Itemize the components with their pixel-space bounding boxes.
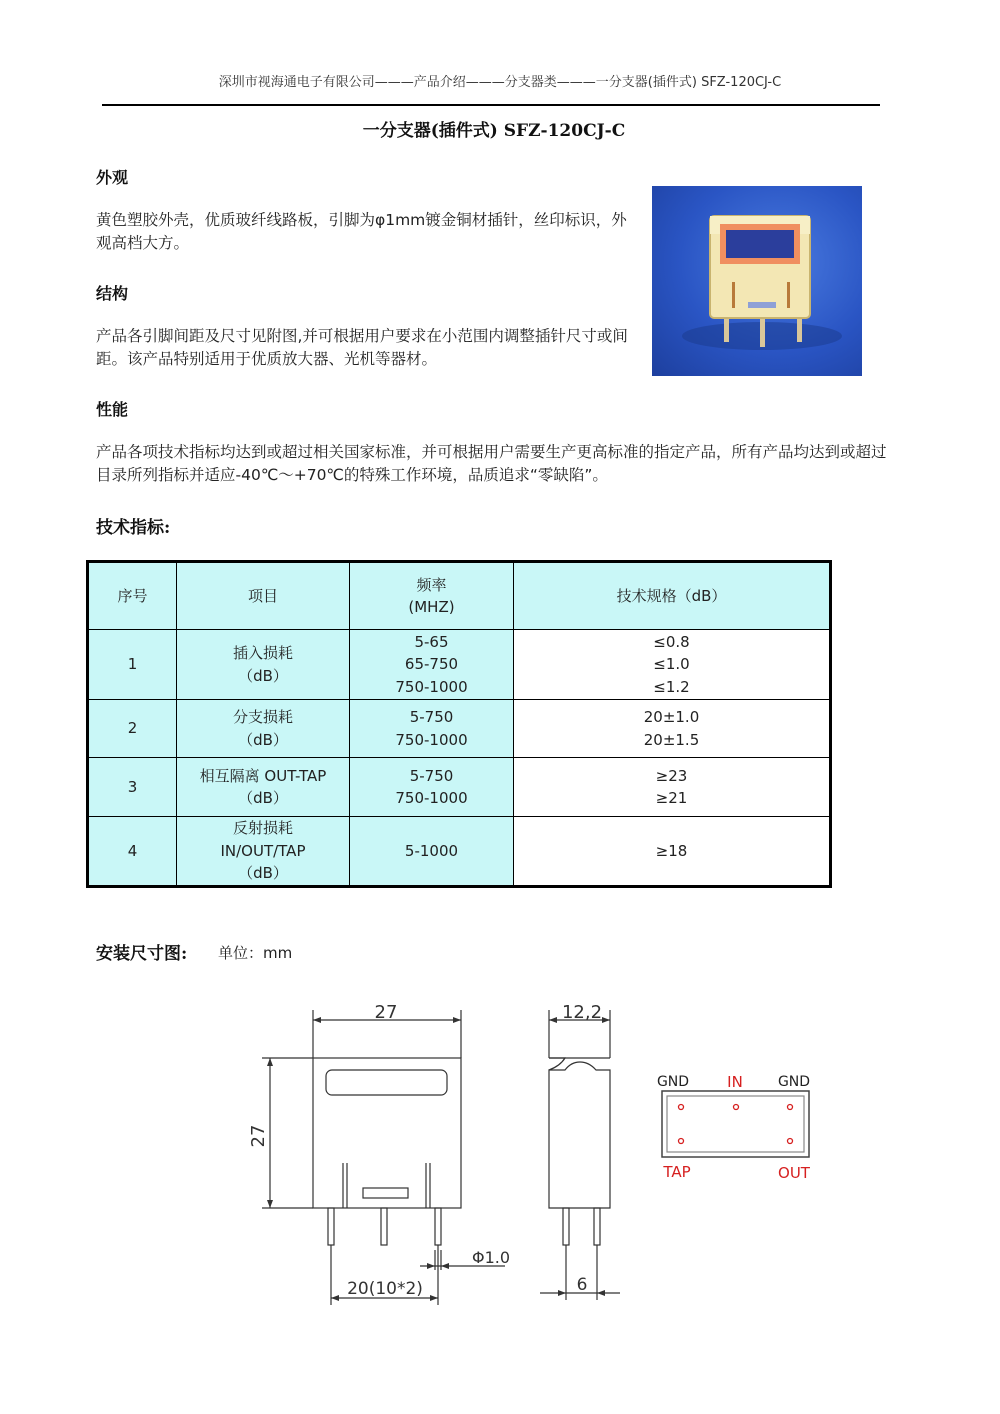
pin-hole-out — [788, 1139, 793, 1144]
product-photo — [652, 186, 862, 376]
pin-label-in: IN — [727, 1073, 743, 1091]
side-view-body — [549, 1062, 610, 1208]
front-pin-left — [328, 1208, 334, 1245]
dim-side-pin-label: 6 — [576, 1275, 588, 1295]
product-photo-illustration — [652, 186, 862, 376]
dim-height-label: 27 — [248, 1124, 269, 1148]
section-heading-performance: 性能 — [96, 400, 129, 419]
pin-hole-in — [734, 1105, 739, 1110]
section-text-performance: 产品各项技术指标均达到或超过相关国家标准，并可根据用户需要生产更高标准的指定产品，所有产品均达到或超过目录所列指标并适应-40℃～+70℃的特殊工作环境，品质追求“零缺陷”。 — [96, 443, 887, 484]
front-view-body — [313, 1058, 461, 1208]
table-header-row — [88, 562, 831, 630]
installation-drawing — [0, 990, 1000, 1320]
section-heading-structure: 结构 — [96, 284, 129, 303]
install-unit: 单位：mm — [218, 944, 293, 962]
table-cell-freq: 5-1000 — [350, 817, 514, 887]
table-cell-item: 分支损耗 （dB） — [177, 700, 350, 758]
install-heading: 安装尺寸图: — [96, 944, 188, 964]
table-cell-freq: 5-65 65-750 750-1000 — [350, 630, 514, 700]
table-cell-freq: 5-750 750-1000 — [350, 700, 514, 758]
table-cell-item: 插入损耗 （dB） — [177, 630, 350, 700]
table-cell-num: 3 — [88, 758, 177, 817]
pin-label-out: OUT — [778, 1164, 810, 1182]
side-pin-left — [563, 1208, 569, 1245]
table-row — [88, 700, 831, 758]
table-cell-item: 反射损耗 IN/OUT/TAP （dB） — [177, 817, 350, 887]
table-cell-num: 4 — [88, 817, 177, 887]
section-heading-appearance: 外观 — [96, 168, 129, 187]
dim-pin-span-label: 20(10*2) — [347, 1279, 423, 1299]
pinout-outline — [662, 1091, 809, 1157]
front-pin-mid — [381, 1208, 387, 1245]
header-divider — [102, 104, 880, 106]
dim-depth-label: 12,2 — [561, 1002, 603, 1023]
table-header-num: 序号 — [88, 562, 177, 630]
pin-label-gnd-left: GND — [656, 1074, 690, 1090]
page-header-breadcrumb: 深圳市视海通电子有限公司———产品介绍———分支器类———一分支器(插件式) SFZ-120CJ-C — [218, 75, 782, 90]
pin-label-gnd-right: GND — [777, 1074, 811, 1090]
section-text-appearance: 黄色塑胶外壳，优质玻纤线路板，引脚为φ1mm镀金铜材插针，丝印标识，外观高档大方。 — [96, 211, 627, 252]
table-header-spec: 技术规格（dB） — [514, 562, 831, 630]
table-row — [88, 630, 831, 700]
table-cell-num: 1 — [88, 630, 177, 700]
spec-table — [86, 560, 832, 888]
table-header-item: 项目 — [177, 562, 350, 630]
pin-hole-gnd-right — [788, 1105, 793, 1110]
table-cell-num: 2 — [88, 700, 177, 758]
front-view-window — [326, 1070, 447, 1095]
dim-pin-diameter-label: Φ1.0 — [472, 1248, 511, 1267]
side-pin-right — [594, 1208, 600, 1245]
table-cell-spec: ≤0.8 ≤1.0 ≤1.2 — [514, 630, 831, 700]
table-cell-freq: 5-750 750-1000 — [350, 758, 514, 817]
pin-hole-tap — [679, 1139, 684, 1144]
table-cell-spec: ≥23 ≥21 — [514, 758, 831, 817]
section-heading-specs: 技术指标: — [96, 518, 171, 538]
table-cell-spec: ≥18 — [514, 817, 831, 887]
table-cell-spec: 20±1.0 20±1.5 — [514, 700, 831, 758]
section-text-structure: 产品各引脚间距及尺寸见附图,并可根据用户要求在小范围内调整插针尺寸或间距。该产品特别适用于优质放大器、光机等器材。 — [96, 327, 628, 368]
table-cell-item: 相互隔离 OUT-TAP （dB） — [177, 758, 350, 817]
document-title: 一分支器(插件式) SFZ-120CJ-C — [362, 121, 626, 141]
table-row — [88, 758, 831, 817]
dim-width-label: 27 — [374, 1002, 398, 1023]
table-row — [88, 817, 831, 887]
pin-hole-gnd-left — [679, 1105, 684, 1110]
pin-label-tap: TAP — [663, 1163, 691, 1181]
table-header-freq: 频率 (MHZ) — [350, 562, 514, 630]
front-pin-right — [435, 1208, 441, 1245]
